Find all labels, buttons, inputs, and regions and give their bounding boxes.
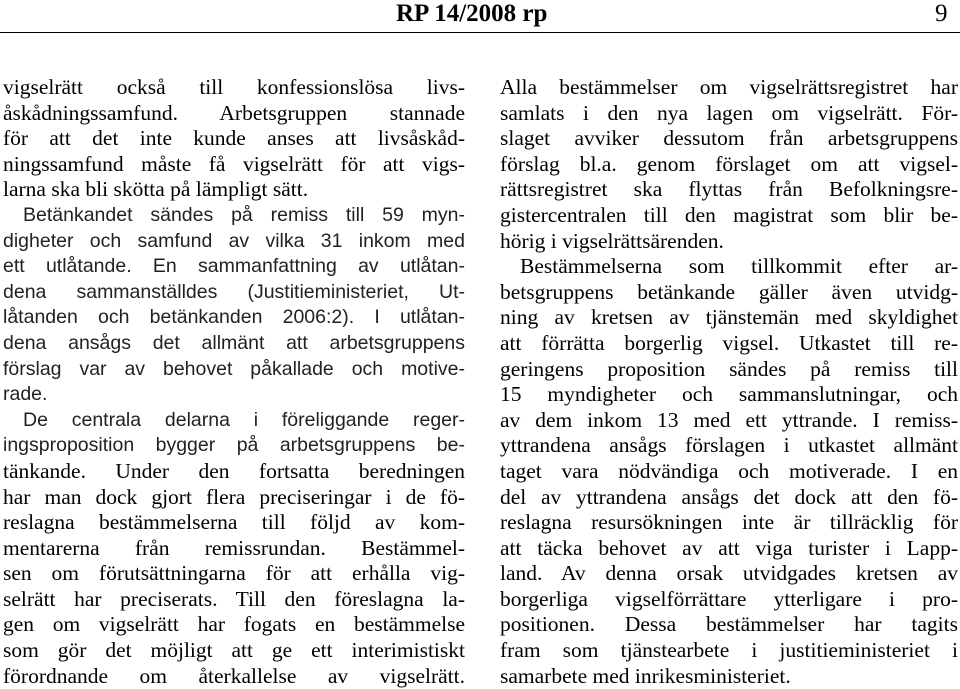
text-line: förordnande om återkallelse av vigselrätt. xyxy=(3,663,465,688)
text-line: att förrätta borgerlig vigsel. Utkastet till re- xyxy=(500,330,958,355)
text-line: 15 myndigheter och sammanslutningar, och xyxy=(500,382,958,407)
text-line: De centrala delarna i föreliggande reger- xyxy=(23,408,465,431)
text-line: geringens proposition sändes på remiss till xyxy=(500,356,958,381)
text-line: positionen. Dessa bestämmelser har tagits xyxy=(500,612,958,637)
text-line: hörig i vigselrättsärenden. xyxy=(500,228,724,253)
text-line: åskådningssamfund. Arbetsgruppen stannade xyxy=(3,100,465,125)
text-line: selrätt har preciserats. Till den föreslagna la- xyxy=(3,586,465,611)
text-line: reslagna resursökningen inte är tillräcklig för xyxy=(500,510,958,535)
page-number: 9 xyxy=(935,0,948,27)
text-line: gistercentralen till den magistrat som blir be- xyxy=(500,202,958,227)
text-line: att täcka behovet av att viga turister i Lapp- xyxy=(500,535,958,560)
text-line: ingsproposition bygger på arbetsgruppens be- xyxy=(3,434,465,457)
text-line: tänkande. Under den fortsatta beredningen xyxy=(3,458,465,483)
text-line: rade. xyxy=(3,383,48,406)
text-line: dena ansågs det allmänt att arbetsgruppens xyxy=(3,331,465,354)
text-line: yttrandena ansågs förslagen i utkastet allmänt xyxy=(500,433,958,458)
text-line: samlats i den nya lagen om vigselrätt. För- xyxy=(500,100,958,125)
text-line: gen om vigselrätt har fogats en bestämmelse xyxy=(3,612,465,637)
right-text-column xyxy=(500,75,958,689)
document-reference: RP 14/2008 rp xyxy=(396,0,548,27)
text-line: ningssamfund måste få vigselrätt för att vigs- xyxy=(3,151,465,176)
text-line: ning av kretsen av tjänstemän med skyldighet xyxy=(500,305,958,330)
text-line: borgerliga vigselförrättare ytterligare i pro- xyxy=(500,586,958,611)
text-line: Bestämmelserna som tillkommit efter ar- xyxy=(520,254,958,279)
text-line: som gör det möjligt att ge ett interimistiskt xyxy=(3,638,465,663)
text-line: har man dock gjort flera preciseringar i de fö- xyxy=(3,484,465,509)
text-line: vigselrätt också till konfessionslösa livs- xyxy=(3,75,465,99)
text-line: förslag var av behovet påkallade och motive- xyxy=(3,357,465,380)
text-line: Alla bestämmelser om vigselrättsregistret har xyxy=(500,75,958,99)
text-line: larna ska bli skötta på lämpligt sätt. xyxy=(3,177,309,202)
text-line: dena sammanställdes (Justitieministeriet, Ut- xyxy=(3,280,465,303)
text-line: reslagna bestämmelserna till följd av kom- xyxy=(3,510,465,535)
text-line: betsgruppens betänkande gäller även utvidg- xyxy=(500,279,958,304)
header-divider xyxy=(0,32,960,33)
text-line: förslag bl.a. genom förslaget om att vigsel- xyxy=(500,151,958,176)
text-line: samarbete med inrikesministeriet. xyxy=(500,663,791,688)
text-line: land. Av denna orsak utvidgades kretsen av xyxy=(500,561,958,586)
text-line: låtanden och betänkanden 2006:2). I utlåtan- xyxy=(3,306,465,329)
text-line: sen om förutsättningarna för att erhålla vig- xyxy=(3,561,465,586)
text-line: taget vara nödvändiga och motiverade. I en xyxy=(500,458,958,483)
page-header xyxy=(0,0,960,34)
text-line: del av yttrandena ansågs det dock att den fö- xyxy=(500,484,958,509)
text-line: Betänkandet sändes på remiss till 59 myn- xyxy=(23,203,465,226)
text-line: av dem inkom 13 med ett yttrande. I remiss- xyxy=(500,407,958,432)
text-line: för att det inte kunde anses att livsåskåd- xyxy=(3,126,465,151)
text-line: slaget avviker dessutom från arbetsgruppens xyxy=(500,126,958,151)
text-line: digheter och samfund av vilka 31 inkom med xyxy=(3,229,465,252)
text-line: fram som tjänstearbete i justitieministeriet i xyxy=(500,638,958,663)
left-text-column xyxy=(3,75,465,689)
text-line: ett utlåtande. En sammanfattning av utlåtan- xyxy=(3,255,465,278)
text-line: rättsregistret ska flyttas från Befolkningsre- xyxy=(500,177,958,202)
text-line: mentarerna från remissrundan. Bestämmel- xyxy=(3,535,465,560)
